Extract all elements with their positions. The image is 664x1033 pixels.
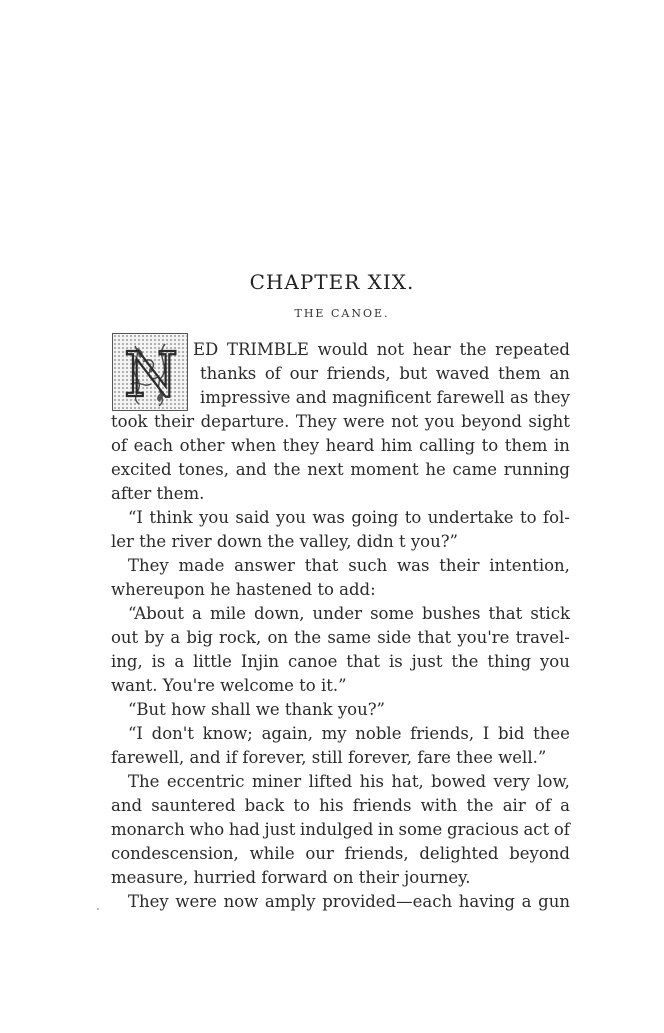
- ornamental-dropcap: [112, 333, 188, 411]
- text-line: “I think you said you was going to undertake to fol-: [128, 508, 570, 527]
- text-line: want. You're welcome to it.”: [111, 676, 347, 695]
- text-line: farewell, and if forever, still forever, fare thee well.”: [111, 748, 547, 767]
- text-line: of each other when they heard him calling to them in: [111, 436, 570, 455]
- text-line: and sauntered back to his friends with the air of a: [111, 796, 570, 815]
- text-line: condescension, while our friends, delighted beyond: [111, 844, 570, 863]
- text-line: took their departure. They were not you beyond sight: [111, 412, 570, 431]
- text-line: out by a big rock, on the same side that you're travel-: [111, 628, 570, 647]
- dropcap-ornament-icon: [113, 334, 189, 412]
- text-line: measure, hurried forward on their journey.: [111, 868, 471, 887]
- text-line: “About a mile down, under some bushes that stick: [128, 604, 570, 623]
- text-line: ler the river down the valley, didn t you?”: [111, 532, 458, 551]
- text-line: monarch who had just indulged in some gracious act of: [111, 820, 570, 839]
- text-line: excited tones, and the next moment he came running: [111, 460, 570, 479]
- text-line: ing, is a little Injin canoe that is just the thing you: [111, 652, 570, 671]
- text-line: ED TRIMBLE would not hear the repeated: [193, 340, 570, 359]
- chapter-title: CHAPTER XIX.: [249, 270, 415, 294]
- text-line: “But how shall we thank you?”: [128, 700, 385, 719]
- text-line: thanks of our friends, but waved them an: [200, 364, 570, 383]
- text-line: The eccentric miner lifted his hat, bowed very low,: [128, 772, 570, 791]
- text-line: They were now amply provided—each having a gun: [128, 892, 570, 911]
- margin-speck: [97, 908, 99, 910]
- text-line: impressive and magnificent farewell as they: [200, 388, 570, 407]
- text-line: whereupon he hastened to add:: [111, 580, 376, 599]
- chapter-subtitle: THE CANOE.: [294, 307, 390, 320]
- dropcap-letter: N: [123, 338, 179, 411]
- text-line: after them.: [111, 484, 205, 503]
- text-line: They made answer that such was their intention,: [128, 556, 570, 575]
- text-line: “I don't know; again, my noble friends, I bid thee: [128, 724, 570, 743]
